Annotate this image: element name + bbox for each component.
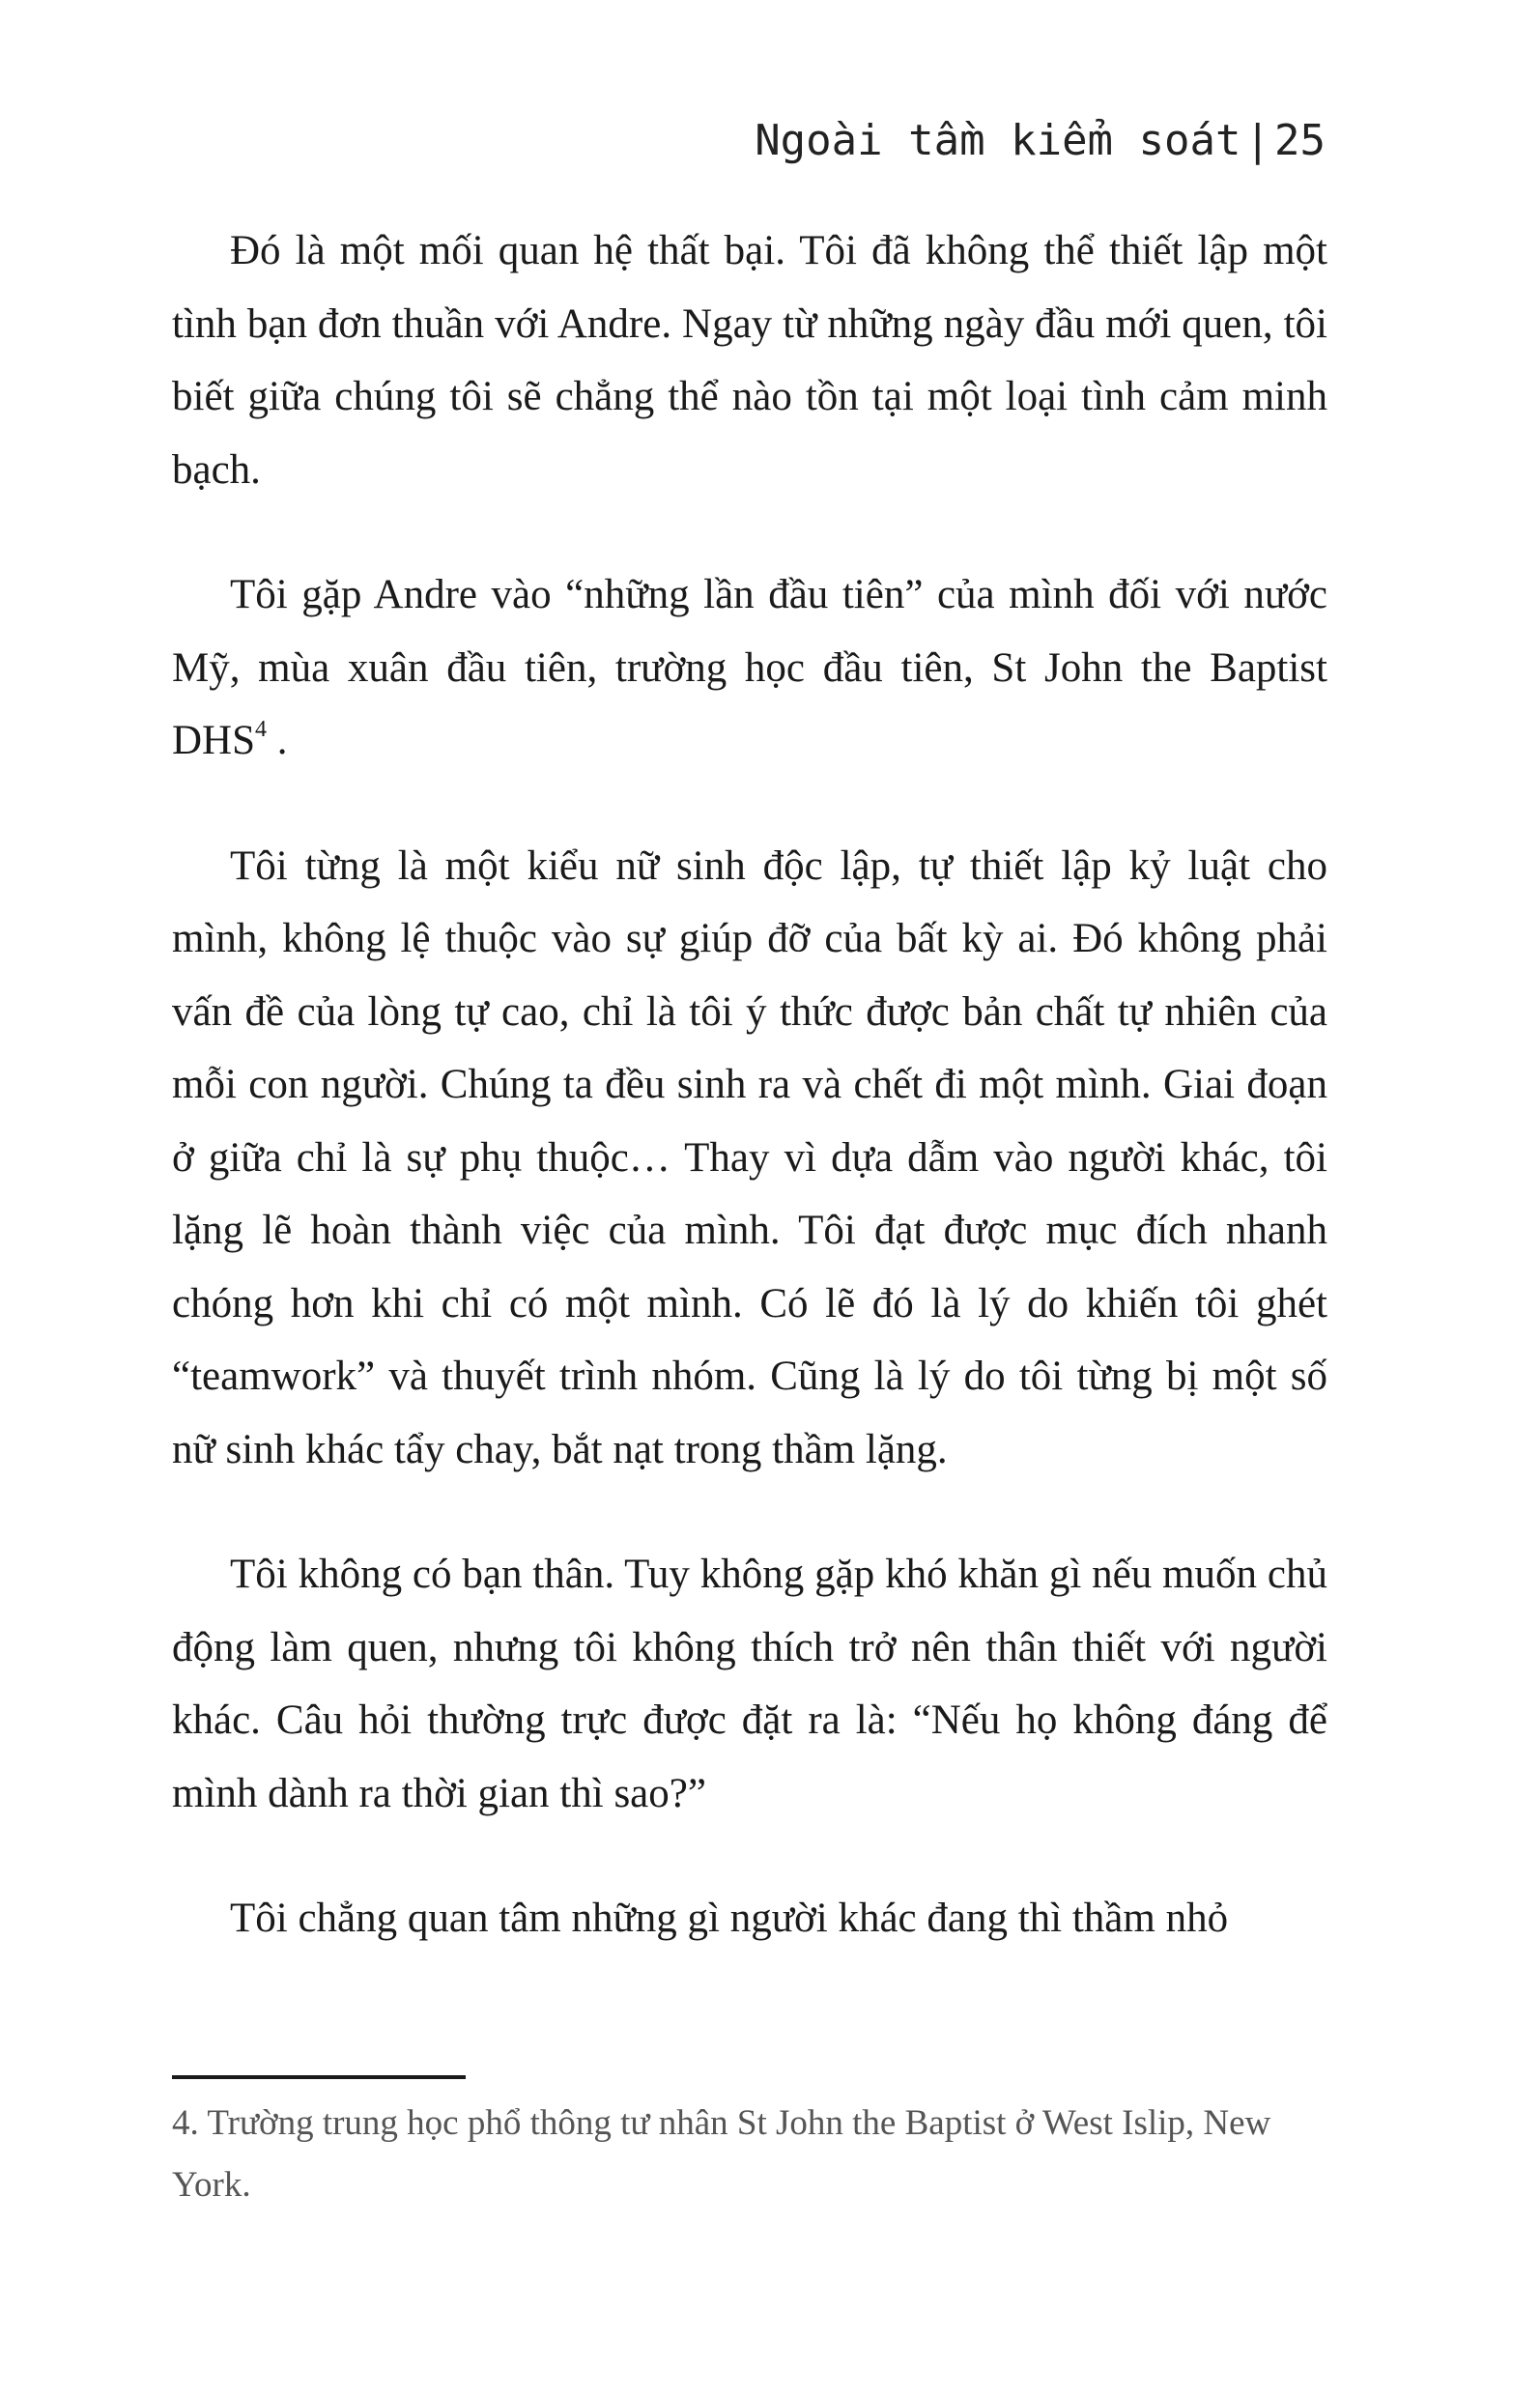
paragraph <box>172 830 1327 1487</box>
footnote-reference: 4 <box>255 717 268 742</box>
footnote: 4. Trường trung học phổ thông tư nhân St John the Baptist ở West Islip, New York. <box>172 2103 1271 2205</box>
paragraph-text: Đó là một mối quan hệ thất bại. Tôi đã không thể thiết lập một tình bạn đơn thuần với Andre. Ngay từ những ngày đầu mới quen, tôi biết giữa chúng tôi sẽ chẳng thể nào tồn tại một loại tình cảm minh bạch. <box>172 228 1327 493</box>
main-text <box>172 214 1327 2008</box>
paragraph <box>172 558 1327 778</box>
page-number: 25 <box>1274 116 1326 165</box>
header-separator: | <box>1244 116 1271 165</box>
paragraph-text: Tôi từng là một kiểu nữ sinh độc lập, tự thiết lập kỷ luật cho mình, không lệ thuộc vào sự giúp đỡ của bất kỳ ai. Đó không phải vấn đề của lòng tự cao, chỉ là tôi ý thức được bản chất tự nhiên của mỗi con người. Chúng ta đều sinh ra và chết đi một mình. Giai đoạn ở giữa chỉ là sự phụ thuộc… Thay vì dựa dẫm vào người khác, tôi lặng lẽ hoàn thành việc của mình. Tôi đạt được mục đích nhanh chóng hơn khi chỉ có một mình. Có lẽ đó là lý do khiến tôi ghét “teamwork” và thuyết trình nhóm. Cũng là lý do tôi từng bị một số nữ sinh khác tẩy chay, bắt nạt trong thầm lặng. <box>172 842 1327 1472</box>
book-title: Ngoài tầm kiểm soát <box>755 116 1241 165</box>
paragraph <box>172 1882 1327 1955</box>
paragraph <box>172 1538 1327 1830</box>
paragraph-text: Tôi không có bạn thân. Tuy không gặp khó khăn gì nếu muốn chủ động làm quen, nhưng tôi không thích trở nên thân thiết với người khác. Câu hỏi thường trực được đặt ra là: “Nếu họ không đáng để mình dành ra thời gian thì sao?” <box>172 1552 1327 1816</box>
running-header <box>755 116 1326 165</box>
paragraph <box>172 214 1327 506</box>
paragraph-text: Tôi chẳng quan tâm những gì người khác đang thì thầm nhỏ <box>230 1896 1229 1941</box>
paragraph-text-end: . <box>267 718 288 763</box>
footnote-divider <box>172 2075 466 2079</box>
paragraph-text: Tôi gặp Andre vào “những lần đầu tiên” của mình đối với nước Mỹ, mùa xuân đầu tiên, trường học đầu tiên, St John the Baptist DHS <box>172 572 1327 763</box>
